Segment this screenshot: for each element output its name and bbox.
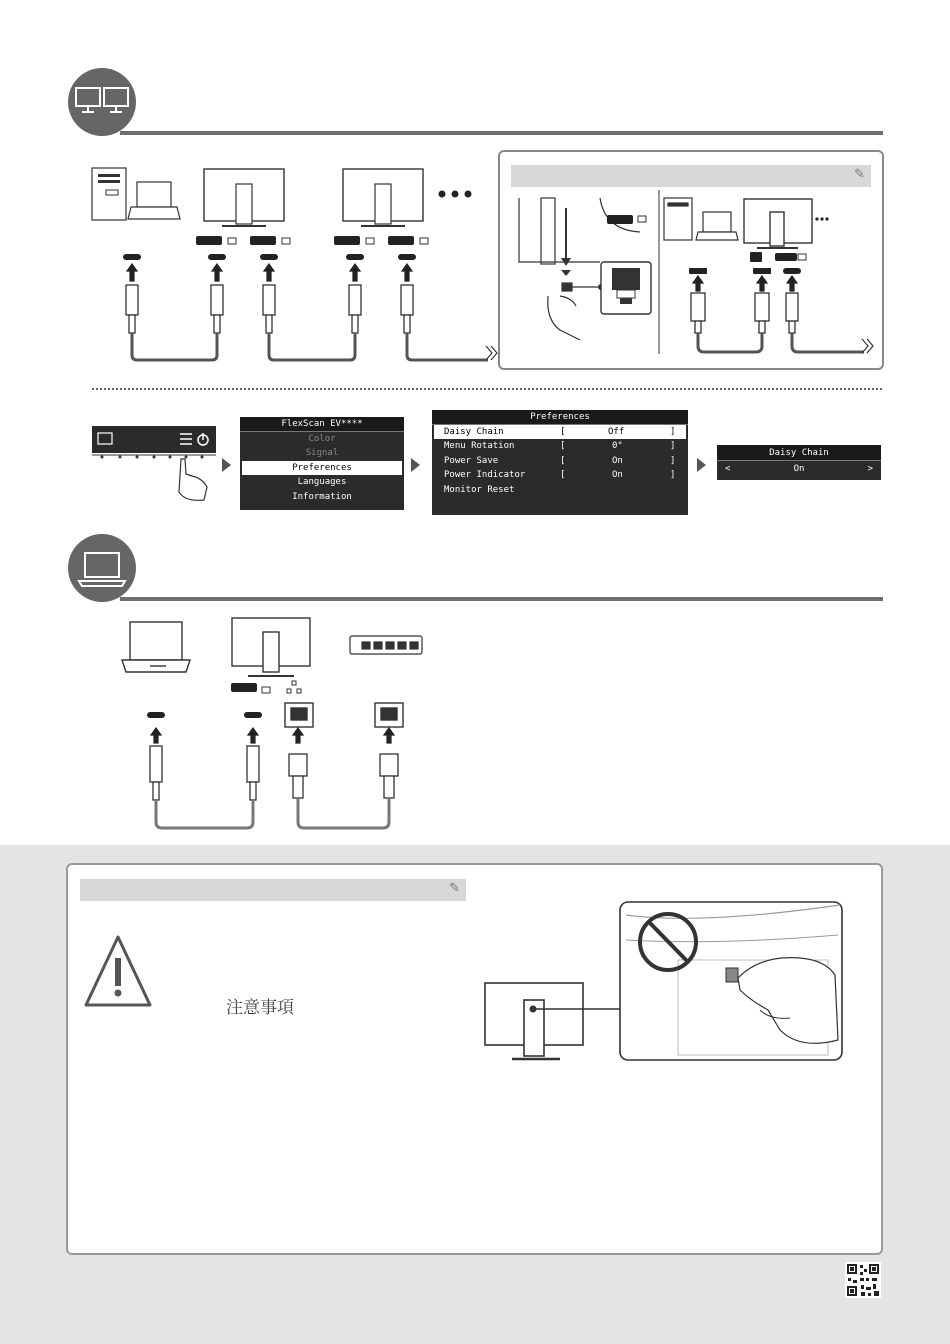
- menu-item-preferences[interactable]: Preferences: [242, 461, 402, 476]
- monitor-thumbnail: [485, 983, 583, 1059]
- menu-item-signal[interactable]: Signal: [305, 448, 339, 458]
- menu-item-color[interactable]: Color: [308, 433, 336, 444]
- menu-item-information[interactable]: Information: [292, 491, 352, 502]
- note-icon: ✎: [449, 881, 460, 896]
- menu-item-languages[interactable]: Languages: [297, 477, 347, 487]
- warning-triangle-icon: [86, 937, 150, 1005]
- daisy-chain-value: On: [793, 464, 805, 474]
- osd-main-title: FlexScan EV****: [240, 417, 404, 432]
- next-value-button[interactable]: >: [867, 464, 873, 474]
- note-icon: ✎: [854, 167, 865, 182]
- pref-power-indicator[interactable]: Power Indicator [ On ]: [444, 470, 676, 480]
- pref-power-save[interactable]: Power Save [ On ]: [444, 455, 676, 466]
- previous-value-button[interactable]: <: [725, 464, 731, 474]
- osd-daisy-title: Daisy Chain: [717, 445, 881, 461]
- caution-heading: 注意事項: [226, 998, 294, 1018]
- pref-menu-rotation[interactable]: Menu Rotation [ 0° ]: [444, 441, 676, 451]
- pref-daisy-chain[interactable]: Daisy Chain [ Off ]: [434, 425, 686, 440]
- qr-code-icon: [845, 1262, 881, 1298]
- pref-monitor-reset[interactable]: Monitor Reset: [444, 484, 515, 495]
- osd-preferences-title: Preferences: [432, 410, 688, 425]
